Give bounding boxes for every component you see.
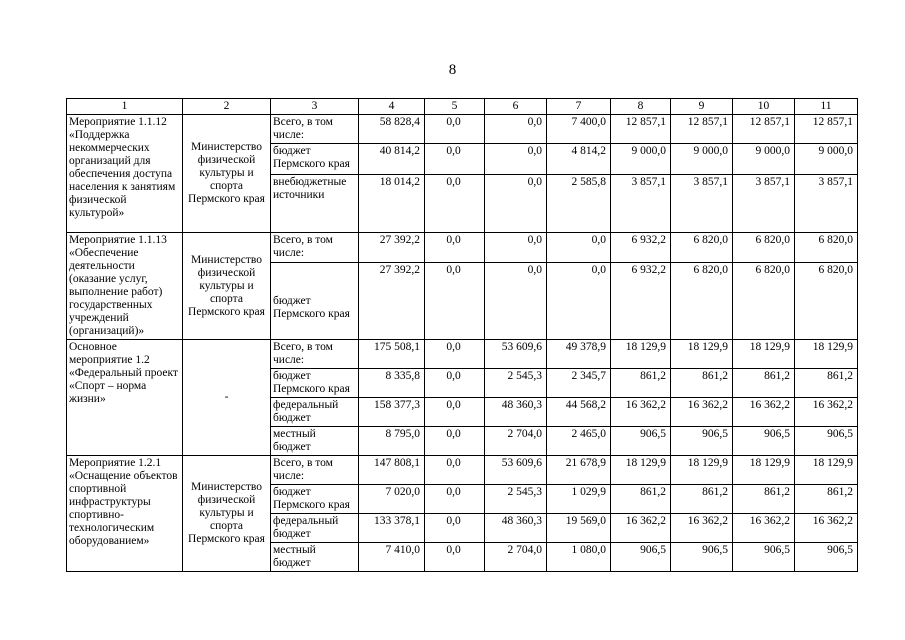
amount-cell: 3 857,1: [671, 175, 733, 233]
page-number: 8: [448, 62, 457, 78]
executor-name: Министерство физической культуры и спорта Пермского края: [183, 233, 271, 340]
amount-cell: 0,0: [547, 233, 611, 263]
table-row: [67, 456, 858, 485]
amount-cell: 861,2: [795, 485, 858, 514]
amount-cell: 44 568,2: [547, 398, 611, 427]
amount-cell: 3 857,1: [795, 175, 858, 233]
amount-cell: 861,2: [733, 485, 795, 514]
amount-cell: 6 820,0: [733, 233, 795, 263]
column-header: 10: [733, 99, 795, 115]
amount-cell: 19 569,0: [547, 514, 611, 543]
amount-cell: 18 129,9: [795, 340, 858, 369]
amount-cell: 16 362,2: [733, 398, 795, 427]
table-row: [67, 115, 858, 144]
amount-cell: 53 609,6: [485, 340, 547, 369]
amount-cell: 0,0: [425, 233, 485, 263]
funding-source: бюджет Пермского края: [271, 485, 359, 514]
amount-cell: 16 362,2: [611, 514, 671, 543]
amount-cell: 18 129,9: [795, 456, 858, 485]
amount-cell: 12 857,1: [671, 115, 733, 144]
executor-name: Министерство физической культуры и спорта Пермского края: [183, 456, 271, 572]
amount-cell: 18 129,9: [733, 340, 795, 369]
funding-source: Всего, в том числе:: [271, 456, 359, 485]
amount-cell: 12 857,1: [795, 115, 858, 144]
column-header: 5: [425, 99, 485, 115]
amount-cell: 0,0: [485, 263, 547, 340]
amount-cell: 6 820,0: [795, 263, 858, 340]
amount-cell: 7 400,0: [547, 115, 611, 144]
column-header: 6: [485, 99, 547, 115]
executor-name: Министерство физической культуры и спорта Пермского края: [183, 115, 271, 233]
amount-cell: 3 857,1: [733, 175, 795, 233]
funding-source: местный бюджет: [271, 543, 359, 572]
amount-cell: 18 014,2: [359, 175, 425, 233]
amount-cell: 12 857,1: [733, 115, 795, 144]
amount-cell: 906,5: [733, 427, 795, 456]
amount-cell: 2 704,0: [485, 543, 547, 572]
amount-cell: 53 609,6: [485, 456, 547, 485]
column-header: 11: [795, 99, 858, 115]
amount-cell: 1 029,9: [547, 485, 611, 514]
funding-source: бюджет Пермского края: [271, 144, 359, 175]
amount-cell: 7 020,0: [359, 485, 425, 514]
amount-cell: 0,0: [425, 485, 485, 514]
amount-cell: 18 129,9: [733, 456, 795, 485]
amount-cell: 0,0: [425, 340, 485, 369]
funding-source: Всего, в том числе:: [271, 233, 359, 263]
funding-source: федеральный бюджет: [271, 398, 359, 427]
amount-cell: 27 392,2: [359, 263, 425, 340]
column-header: 1: [67, 99, 183, 115]
amount-cell: 27 392,2: [359, 233, 425, 263]
amount-cell: 2 585,8: [547, 175, 611, 233]
amount-cell: 12 857,1: [611, 115, 671, 144]
amount-cell: 0,0: [425, 514, 485, 543]
amount-cell: 21 678,9: [547, 456, 611, 485]
funding-source: внебюджетные источники: [271, 175, 359, 233]
column-header: 8: [611, 99, 671, 115]
funding-source: бюджет Пермского края: [271, 263, 359, 340]
amount-cell: 906,5: [611, 543, 671, 572]
funding-source: Всего, в том числе:: [271, 115, 359, 144]
amount-cell: 0,0: [547, 263, 611, 340]
amount-cell: 0,0: [425, 144, 485, 175]
amount-cell: 18 129,9: [611, 456, 671, 485]
amount-cell: 9 000,0: [611, 144, 671, 175]
amount-cell: 9 000,0: [795, 144, 858, 175]
amount-cell: 2 704,0: [485, 427, 547, 456]
executor-name: -: [183, 340, 271, 456]
amount-cell: 6 820,0: [795, 233, 858, 263]
amount-cell: 861,2: [671, 485, 733, 514]
amount-cell: 861,2: [611, 369, 671, 398]
column-header: 9: [671, 99, 733, 115]
amount-cell: 0,0: [425, 398, 485, 427]
amount-cell: 6 932,2: [611, 233, 671, 263]
table-row: [67, 233, 858, 263]
amount-cell: 861,2: [611, 485, 671, 514]
table-row: [67, 340, 858, 369]
amount-cell: 0,0: [485, 175, 547, 233]
amount-cell: 0,0: [425, 263, 485, 340]
amount-cell: 861,2: [733, 369, 795, 398]
measure-name: Мероприятие 1.2.1 «Оснащение объектов спортивной инфраструктуры спортивно-технологическим оборудованием»: [67, 456, 183, 572]
amount-cell: 18 129,9: [671, 456, 733, 485]
amount-cell: 0,0: [425, 369, 485, 398]
amount-cell: 0,0: [425, 456, 485, 485]
amount-cell: 2 345,7: [547, 369, 611, 398]
column-header: 2: [183, 99, 271, 115]
amount-cell: 175 508,1: [359, 340, 425, 369]
amount-cell: 48 360,3: [485, 514, 547, 543]
amount-cell: 16 362,2: [611, 398, 671, 427]
amount-cell: 906,5: [795, 543, 858, 572]
amount-cell: 16 362,2: [733, 514, 795, 543]
amount-cell: 3 857,1: [611, 175, 671, 233]
amount-cell: 861,2: [671, 369, 733, 398]
amount-cell: 158 377,3: [359, 398, 425, 427]
amount-cell: 0,0: [485, 233, 547, 263]
amount-cell: 133 378,1: [359, 514, 425, 543]
amount-cell: 8 335,8: [359, 369, 425, 398]
column-header: 3: [271, 99, 359, 115]
measure-name: Основное мероприятие 1.2 «Федеральный проект «Спорт – норма жизни»: [67, 340, 183, 456]
funding-source: местный бюджет: [271, 427, 359, 456]
amount-cell: 861,2: [795, 369, 858, 398]
amount-cell: 48 360,3: [485, 398, 547, 427]
amount-cell: 906,5: [795, 427, 858, 456]
amount-cell: 16 362,2: [671, 398, 733, 427]
amount-cell: 906,5: [611, 427, 671, 456]
amount-cell: 0,0: [425, 543, 485, 572]
amount-cell: 16 362,2: [795, 514, 858, 543]
amount-cell: 6 820,0: [671, 233, 733, 263]
amount-cell: 16 362,2: [671, 514, 733, 543]
measure-name: Мероприятие 1.1.13 «Обеспечение деятельности (оказание услуг, выполнение работ) государственных учреждений (организаций)»: [67, 233, 183, 340]
amount-cell: 40 814,2: [359, 144, 425, 175]
amount-cell: 2 545,3: [485, 485, 547, 514]
amount-cell: 2 465,0: [547, 427, 611, 456]
amount-cell: 906,5: [671, 543, 733, 572]
column-header: 4: [359, 99, 425, 115]
amount-cell: 6 932,2: [611, 263, 671, 340]
amount-cell: 9 000,0: [733, 144, 795, 175]
amount-cell: 2 545,3: [485, 369, 547, 398]
column-header: 7: [547, 99, 611, 115]
header-row: [67, 99, 858, 115]
amount-cell: 8 795,0: [359, 427, 425, 456]
amount-cell: 0,0: [485, 144, 547, 175]
amount-cell: 7 410,0: [359, 543, 425, 572]
amount-cell: 6 820,0: [733, 263, 795, 340]
measure-name: Мероприятие 1.1.12 «Поддержка некоммерческих организаций для обеспечения доступа населения к занятиям физической культурой»: [67, 115, 183, 233]
amount-cell: 0,0: [425, 175, 485, 233]
amount-cell: 0,0: [425, 115, 485, 144]
amount-cell: 18 129,9: [611, 340, 671, 369]
amount-cell: 58 828,4: [359, 115, 425, 144]
amount-cell: 4 814,2: [547, 144, 611, 175]
amount-cell: 49 378,9: [547, 340, 611, 369]
amount-cell: 0,0: [485, 115, 547, 144]
amount-cell: 906,5: [671, 427, 733, 456]
amount-cell: 147 808,1: [359, 456, 425, 485]
funding-table: [66, 98, 858, 572]
funding-source: бюджет Пермского края: [271, 369, 359, 398]
amount-cell: 0,0: [425, 427, 485, 456]
amount-cell: 906,5: [733, 543, 795, 572]
amount-cell: 6 820,0: [671, 263, 733, 340]
amount-cell: 1 080,0: [547, 543, 611, 572]
amount-cell: 16 362,2: [795, 398, 858, 427]
amount-cell: 9 000,0: [671, 144, 733, 175]
funding-source: Всего, в том числе:: [271, 340, 359, 369]
funding-source: федеральный бюджет: [271, 514, 359, 543]
amount-cell: 18 129,9: [671, 340, 733, 369]
